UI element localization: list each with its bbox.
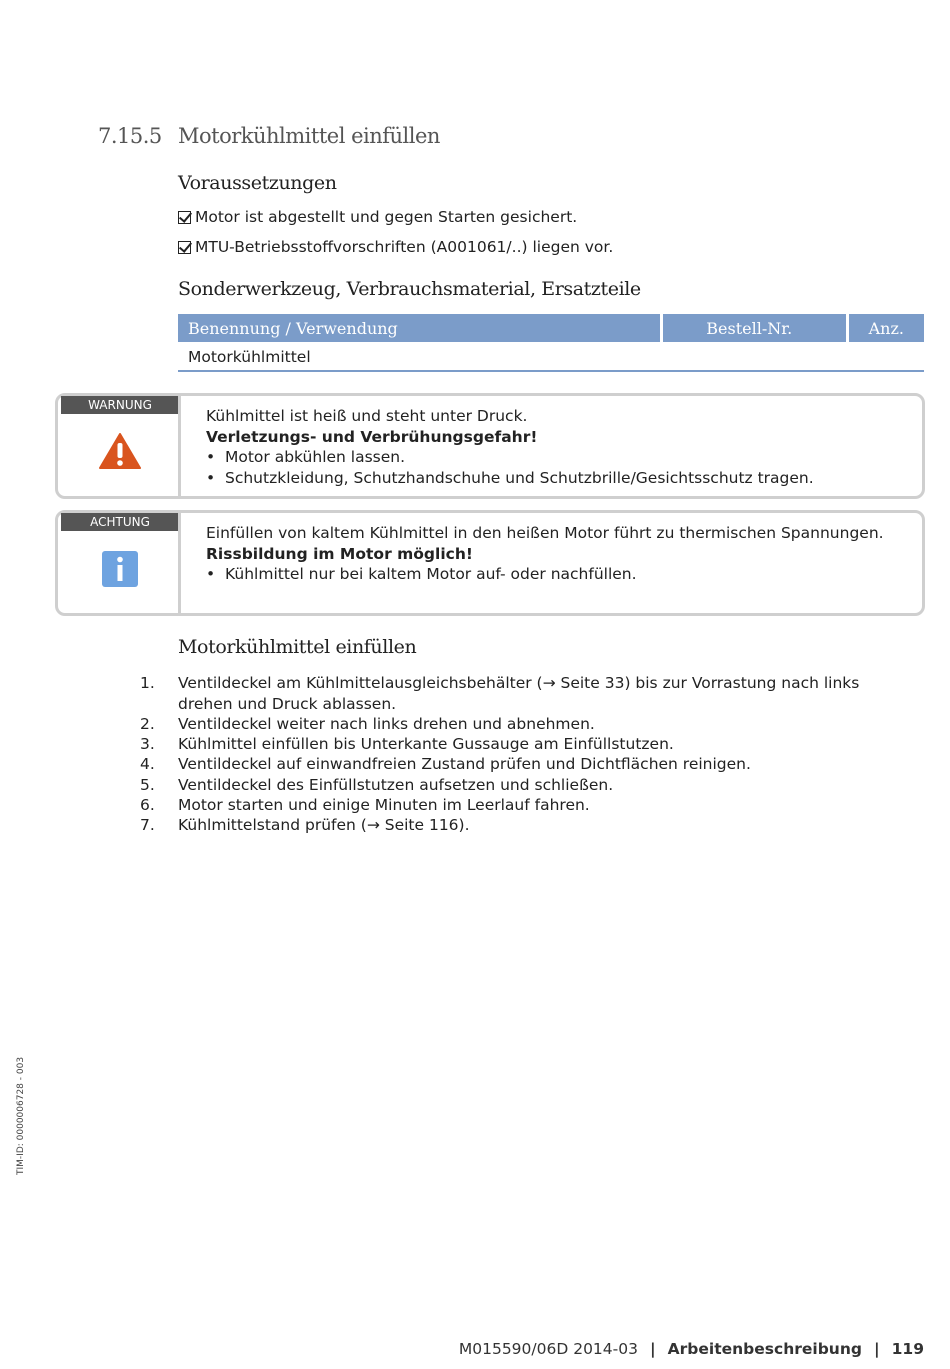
caution-body [206, 523, 884, 585]
list-item: 7. Kühlmittelstand prüfen (→ Seite 116). [140, 816, 470, 834]
notice-divider [178, 513, 181, 613]
tim-id: TIM-ID: 0000006728 - 003 [16, 1056, 26, 1175]
list-item: • Motor abkühlen lassen. [206, 448, 406, 466]
chapter-name: Arbeitenbeschreibung [667, 1340, 862, 1358]
caution-notice [55, 510, 925, 616]
caution-text: Einfüllen von kaltem Kühlmittel in den heißen Motor führt zu thermischen Spannungen. [206, 524, 884, 542]
list-item: 2. Ventildeckel weiter nach links drehen und abnehmen. [140, 715, 595, 733]
column-header-qty: Anz. [849, 314, 924, 342]
caution-danger: Rissbildung im Motor möglich! [206, 544, 473, 563]
warning-danger: Verletzungs- und Verbrühungsgefahr! [206, 427, 538, 446]
list-item: 6. Motor starten und einige Minuten im Leerlauf fahren. [140, 796, 590, 814]
column-header-order-no: Bestell-Nr. [663, 314, 846, 342]
list-item: • Schutzkleidung, Schutzhandschuhe und Schutzbrille/Gesichtsschutz tragen. [206, 468, 814, 487]
prerequisite-item: Motor ist abgestellt und gegen Starten gesichert. [178, 208, 577, 226]
section-number: 7.15.5 [98, 124, 162, 148]
footer-separator: | [649, 1340, 656, 1358]
column-header-name: Benennung / Verwendung [178, 314, 660, 342]
document-id: M015590/06D 2014-03 [458, 1340, 638, 1358]
page-number: 119 [891, 1340, 924, 1358]
warning-label: WARNUNG [61, 396, 179, 414]
list-item: 1. Ventildeckel am Kühlmittelausgleichsbehälter (→ Seite 33) bis zur Vorrastung nach links drehen und Druck ablassen. [140, 674, 860, 713]
list-item: 4. Ventildeckel auf einwandfreien Zustand prüfen und Dichtflächen reinigen. [140, 755, 751, 773]
warning-body [206, 406, 814, 488]
footer-separator: | [873, 1340, 880, 1358]
checkbox-checked-icon [178, 241, 191, 254]
procedure-heading: Motorkühlmittel einfüllen [178, 636, 417, 658]
prerequisite-item: MTU-Betriebsstoffvorschriften (A001061/..) liegen vor. [178, 238, 613, 256]
materials-heading: Sonderwerkzeug, Verbrauchsmaterial, Ersatzteile [178, 278, 641, 300]
checkbox-checked-icon [178, 211, 191, 224]
notice-divider [178, 396, 181, 496]
materials-table-header [178, 314, 924, 342]
caution-label: ACHTUNG [61, 513, 179, 531]
list-item: • Kühlmittel nur bei kaltem Motor auf- oder nachfüllen. [206, 565, 637, 583]
table-row: Motorkühlmittel [188, 348, 311, 366]
warning-notice [55, 393, 925, 499]
list-item: 3. Kühlmittel einfüllen bis Unterkante Gussauge am Einfüllstutzen. [140, 735, 674, 753]
warning-triangle-icon [98, 432, 142, 470]
table-divider [178, 370, 924, 372]
section-title: Motorkühlmittel einfüllen [178, 124, 440, 148]
page-footer [459, 1340, 924, 1358]
info-icon [101, 550, 139, 588]
prerequisites-heading: Voraussetzungen [178, 172, 337, 194]
list-item: 5. Ventildeckel des Einfüllstutzen aufsetzen und schließen. [140, 776, 614, 794]
warning-text: Kühlmittel ist heiß und steht unter Druck. [206, 407, 528, 425]
